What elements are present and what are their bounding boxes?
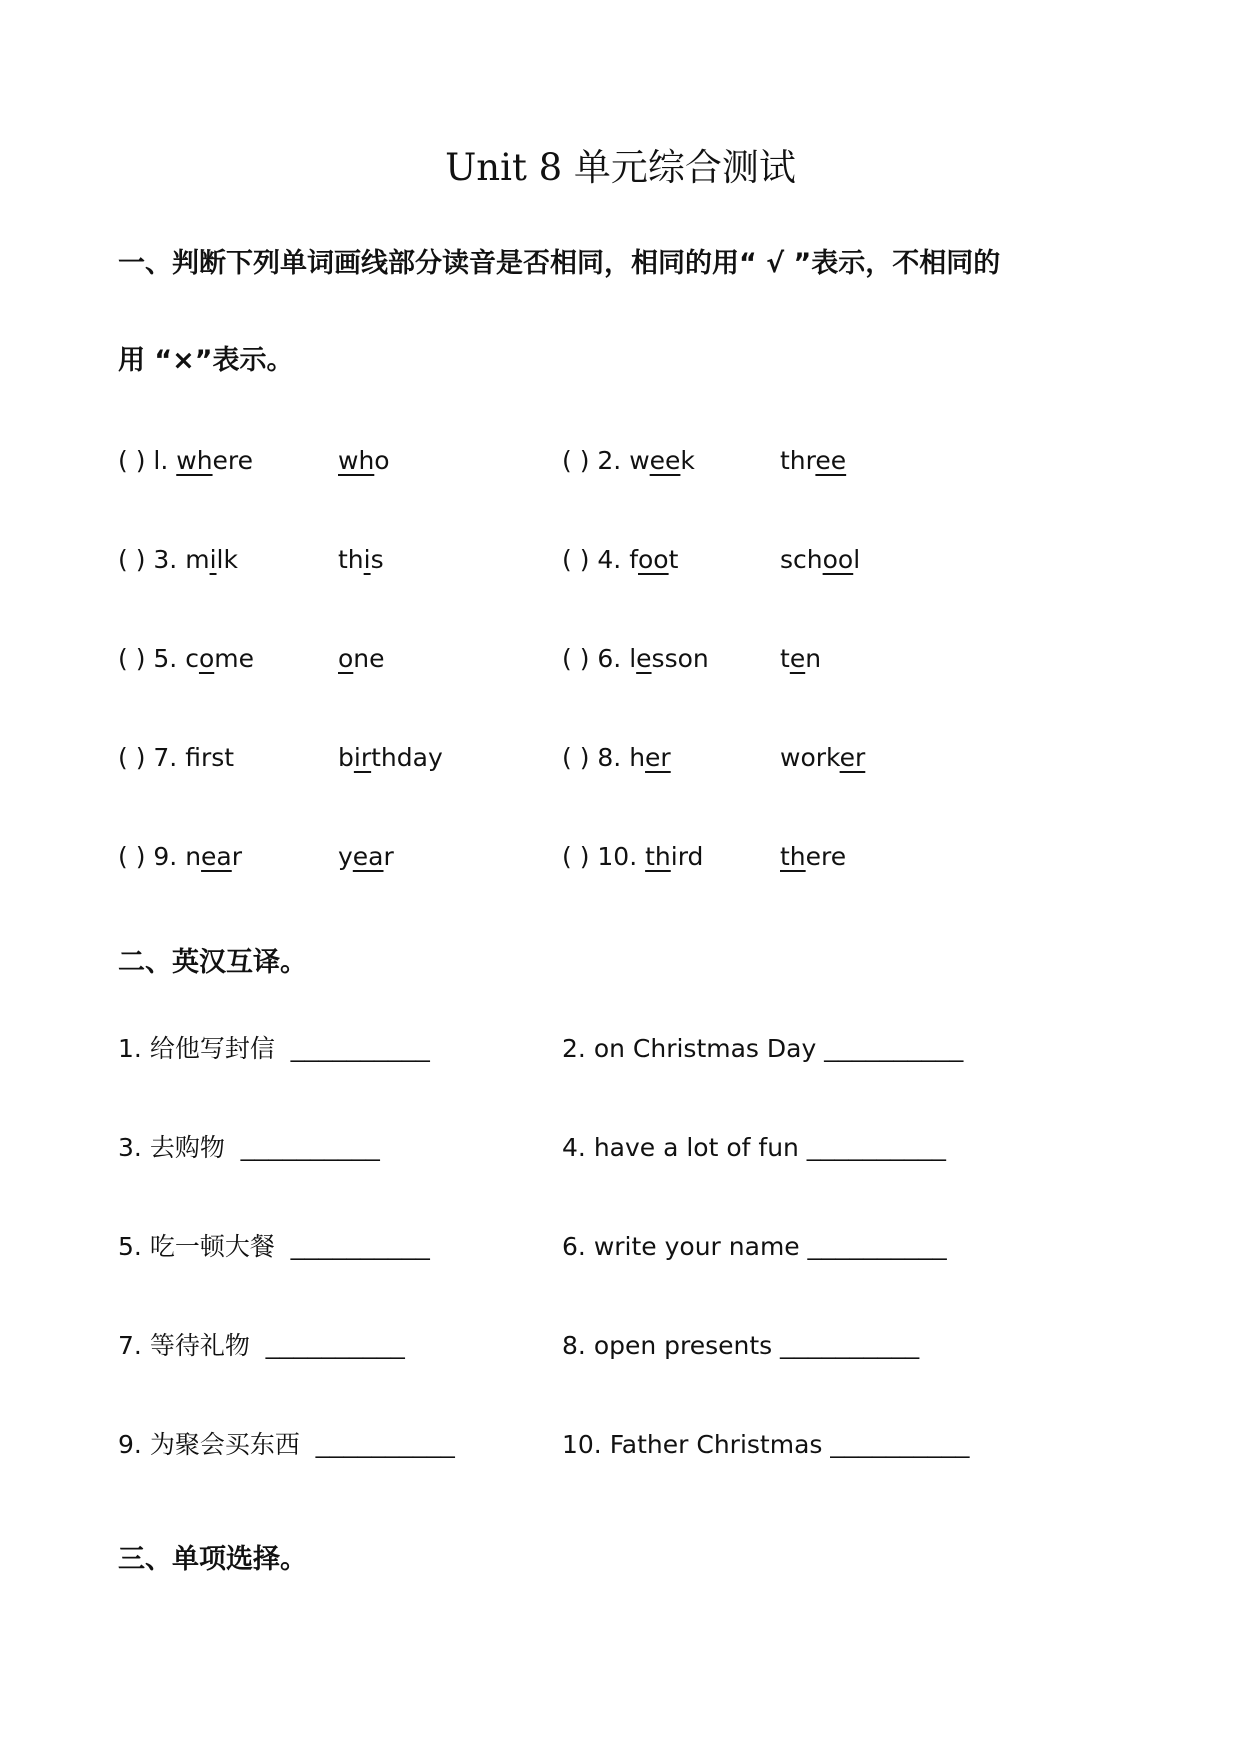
word-text: ( ) 10. <box>562 842 646 871</box>
underlined-letters: th <box>645 842 671 871</box>
item-number: 7. <box>118 1331 150 1360</box>
word-text: sson <box>651 644 709 673</box>
phonics-item-5-word-b <box>338 642 385 676</box>
answer-blank: __________ <box>290 1035 430 1063</box>
translation-item-1 <box>118 1032 430 1066</box>
translation-item-7 <box>118 1329 405 1363</box>
word-text: ere <box>212 446 254 475</box>
item-text: 等待礼物 <box>149 1331 250 1360</box>
word-text: thday <box>371 743 443 772</box>
answer-blank: __________ <box>240 1134 380 1162</box>
word-text: lk <box>216 545 238 574</box>
section1-heading-line1: 一、判断下列单词画线部分读音是否相同，相同的用“ √ ”表示，不相同的 <box>118 248 1001 279</box>
translation-item-2 <box>562 1032 963 1066</box>
underlined-letters: e <box>789 644 806 673</box>
phonics-item-7-word-b <box>338 741 443 775</box>
answer-blank: __________ <box>824 1035 964 1063</box>
underlined-letters: o <box>338 644 354 673</box>
phonics-item-1-word-b <box>338 444 390 478</box>
underlined-letters: o <box>198 644 215 673</box>
underlined-letters: i <box>209 545 217 574</box>
phonics-item-10-word-b <box>780 840 846 874</box>
phonics-item-10-word-a <box>562 840 703 874</box>
item-number: 8. <box>562 1331 594 1360</box>
word-text: ( ) l. <box>118 446 177 475</box>
item-text: open presents <box>593 1331 773 1360</box>
word-text: t <box>780 644 790 673</box>
underlined-letters: wh <box>176 446 213 475</box>
translation-item-6 <box>562 1230 947 1264</box>
phonics-item-8-word-a <box>562 741 671 775</box>
phonics-item-3-word-a <box>118 543 238 577</box>
item-number: 5. <box>118 1232 150 1261</box>
phonics-item-9-word-a <box>118 840 242 874</box>
translation-item-3 <box>118 1131 380 1165</box>
word-text: ird <box>670 842 704 871</box>
word-text: l <box>853 545 861 574</box>
item-text: 为聚会买东西 <box>149 1430 300 1459</box>
word-text: n <box>805 644 822 673</box>
word-text: ( ) 2. w <box>562 446 650 475</box>
word-text: ( ) 3. m <box>118 545 210 574</box>
underlined-letters: wh <box>338 446 375 475</box>
phonics-item-6-word-b <box>780 642 821 676</box>
word-text: t <box>668 545 679 574</box>
word-text: th <box>338 545 364 574</box>
word-text: s <box>370 545 384 574</box>
item-number: 6. <box>562 1232 594 1261</box>
translation-item-10 <box>562 1428 969 1462</box>
phonics-item-2-word-a <box>562 444 695 478</box>
item-text: on Christmas Day <box>593 1034 817 1063</box>
phonics-item-4-word-a <box>562 543 678 577</box>
item-number: 10. <box>562 1430 610 1459</box>
item-text: 去购物 <box>149 1133 225 1162</box>
word-text: r <box>383 842 394 871</box>
underlined-letters: er <box>645 743 671 772</box>
word-text: ( ) 4. f <box>562 545 639 574</box>
item-text: write your name <box>593 1232 800 1261</box>
phonics-item-9-word-b <box>338 840 394 874</box>
word-text: o <box>374 446 390 475</box>
word-text: ( ) 7. f <box>118 743 201 772</box>
phonics-item-4-word-b <box>780 543 860 577</box>
answer-blank: __________ <box>265 1332 405 1360</box>
underlined-letters: i <box>363 545 371 574</box>
underlined-letters: e <box>636 644 652 673</box>
item-text: 吃一顿大餐 <box>149 1232 275 1261</box>
answer-blank: __________ <box>806 1134 946 1162</box>
item-text: Father Christmas <box>609 1430 823 1459</box>
word-text: ne <box>353 644 385 673</box>
word-text: k <box>680 446 695 475</box>
item-number: 1. <box>118 1034 150 1063</box>
phonics-item-5-word-a <box>118 642 254 676</box>
word-text: ( ) 9. n <box>118 842 202 871</box>
section2-heading: 二、英汉互译。 <box>118 947 307 978</box>
underlined-letters: ee <box>815 446 847 475</box>
word-text: ( ) 8. h <box>562 743 646 772</box>
translation-item-5 <box>118 1230 430 1264</box>
word-text: r <box>231 842 243 871</box>
word-text: me <box>214 644 254 673</box>
section3-heading: 三、单项选择。 <box>118 1544 307 1575</box>
underlined-letters: ea <box>201 842 232 871</box>
phonics-item-3-word-b <box>338 543 384 577</box>
item-text: have a lot of fun <box>593 1133 799 1162</box>
phonics-item-8-word-b <box>780 741 865 775</box>
phonics-item-6-word-a <box>562 642 709 676</box>
word-text: b <box>338 743 354 772</box>
answer-blank: __________ <box>830 1431 970 1459</box>
answer-blank: __________ <box>315 1431 455 1459</box>
word-text: sch <box>780 545 823 574</box>
underlined-letters: ir <box>353 743 372 772</box>
phonics-item-2-word-b <box>780 444 846 478</box>
word-text: y <box>338 842 353 871</box>
underlined-letters: oo <box>638 545 669 574</box>
underlined-letters: th <box>780 842 806 871</box>
underlined-letters: er <box>839 743 866 772</box>
underlined-letters: ea <box>352 842 384 871</box>
item-number: 3. <box>118 1133 150 1162</box>
answer-blank: __________ <box>780 1332 920 1360</box>
word-text: work <box>780 743 840 772</box>
item-number: 9. <box>118 1430 150 1459</box>
item-number: 2. <box>562 1034 594 1063</box>
word-text: rst <box>200 743 235 772</box>
translation-item-4 <box>562 1131 946 1165</box>
underlined-letters: oo <box>822 545 854 574</box>
answer-blank: __________ <box>290 1233 430 1261</box>
word-text: ( ) 5. c <box>118 644 199 673</box>
page-title: Unit 8 单元综合测试 <box>445 146 796 189</box>
translation-item-9 <box>118 1428 455 1462</box>
phonics-item-7-word-a <box>118 741 234 775</box>
word-text: thr <box>780 446 816 475</box>
item-number: 4. <box>562 1133 594 1162</box>
answer-blank: __________ <box>807 1233 947 1261</box>
translation-item-8 <box>562 1329 919 1363</box>
word-text: ere <box>805 842 847 871</box>
item-text: 给他写封信 <box>149 1034 275 1063</box>
phonics-item-1-word-a <box>118 444 253 478</box>
section1-heading-line2: 用 “×”表示。 <box>118 345 294 376</box>
word-text: ( ) 6. l <box>562 644 637 673</box>
underlined-letters: ee <box>649 446 681 475</box>
